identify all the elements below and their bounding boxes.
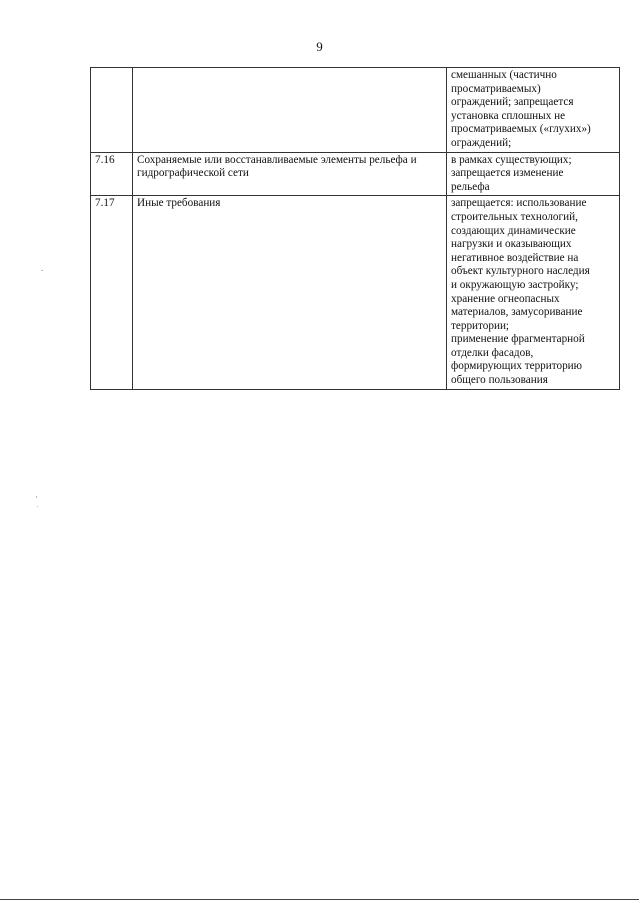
scan-speck (41, 270, 43, 271)
requirement-line: просматриваемых («глухих») (451, 123, 591, 136)
page-number: 9 (316, 39, 323, 54)
requirement-line: смешанных (частично (451, 69, 557, 81)
requirements-table (90, 67, 620, 390)
requirement-line: отделки фасадов, (451, 346, 534, 359)
description-line: гидрографической сети (137, 167, 249, 180)
requirement-line: установка сплошных не (451, 109, 566, 122)
requirement-line: нагрузки и оказывающих (451, 238, 572, 251)
requirement-line: запрещается: использование (451, 197, 587, 210)
description-line: Иные требования (137, 197, 221, 210)
requirement-line: ограждений; запрещается (451, 96, 574, 109)
requirement-line: рельефа (451, 180, 490, 193)
row-number-cell (91, 68, 133, 153)
requirement-line: объект культурного наследия (451, 265, 590, 278)
row-requirement-cell (447, 196, 620, 389)
row-number-cell: 7.17 (91, 196, 133, 389)
table-row (91, 68, 620, 153)
scan-edge-line (0, 899, 639, 900)
row-requirement-cell (447, 68, 620, 153)
row-description-cell (133, 152, 447, 196)
scan-speck (36, 496, 37, 498)
row-requirement-cell (447, 152, 620, 196)
requirement-line: строительных технологий, (451, 210, 578, 223)
scan-speck (37, 506, 38, 507)
row-description-cell (133, 68, 447, 153)
requirement-line: общего пользования (451, 374, 548, 387)
requirement-line: применение фрагментарной (451, 333, 585, 346)
description-line: Сохраняемые или восстанавливаемые элементы рельефа и (137, 153, 417, 166)
requirement-line: материалов, замусоривание (451, 306, 583, 319)
requirement-line: запрещается изменение (451, 167, 564, 180)
requirement-line: формирующих территорию (451, 360, 583, 373)
requirement-line: территории; (451, 319, 510, 332)
row-number-cell: 7.16 (91, 152, 133, 196)
requirement-line: в рамках существующих; (451, 153, 572, 166)
table-row (91, 196, 620, 389)
requirement-line: хранение огнеопасных (451, 292, 560, 305)
requirement-line: и окружающую застройку; (451, 278, 579, 291)
requirement-line: создающих динамические (451, 224, 576, 237)
row-description-cell (133, 196, 447, 389)
requirement-line: негативное воздействие на (451, 251, 579, 264)
requirement-line: просматриваемых) (451, 82, 541, 95)
table-row (91, 152, 620, 196)
requirement-line: ограждений; (451, 136, 512, 149)
